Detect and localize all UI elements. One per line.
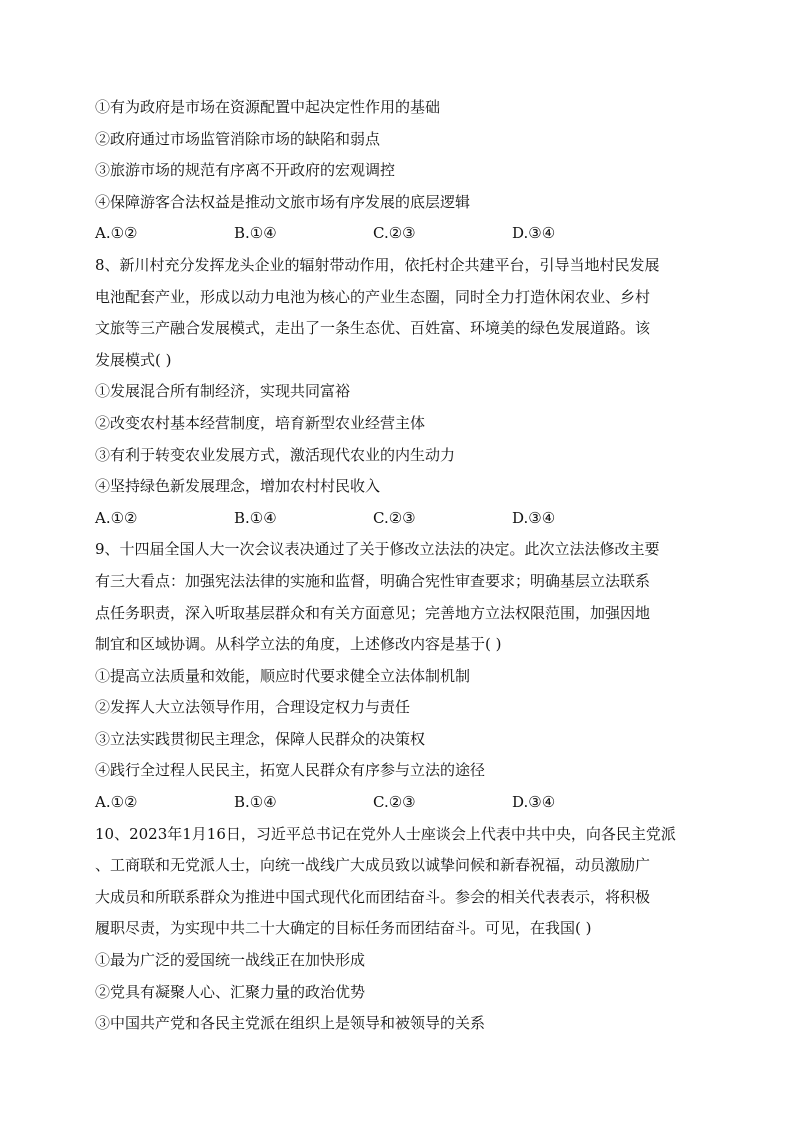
answer-options xyxy=(95,787,707,819)
question-8-stem-line-1: 8、新川村充分发挥龙头企业的辐射带动作用，依托村企共建平台，引导当地村民发展 xyxy=(95,255,660,274)
choice-statement-3: ③立法实践贯彻民主理念，保障人民群众的决策权 xyxy=(95,729,426,748)
question-8-stem-line-4: 发展模式( ) xyxy=(95,350,172,369)
option-c: C.②③ xyxy=(373,793,416,812)
choice-statement-2: ②改变农村基本经营制度，培育新型农业经营主体 xyxy=(95,413,426,432)
question-10 xyxy=(95,819,707,1040)
question-8-stem-line-2: 电池配套产业，形成以动力电池为核心的产业生态圈，同时全力打造休闲农业、乡村 xyxy=(95,287,651,306)
choice-statement-2: ②党具有凝聚人心、汇聚力量的政治优势 xyxy=(95,982,366,1001)
question-7-continued xyxy=(95,92,707,250)
choice-statement-1: ①提高立法质量和效能，顺应时代要求健全立法体制机制 xyxy=(95,666,471,685)
choice-statement-1: ①最为广泛的爱国统一战线正在加快形成 xyxy=(95,951,366,970)
choice-statement-1: ①有为政府是市场在资源配置中起决定性作用的基础 xyxy=(95,98,441,116)
option-a: A.①② xyxy=(95,508,138,527)
choice-statement-4: ④保障游客合法权益是推动文旅市场有序发展的底层逻辑 xyxy=(95,192,471,211)
option-c: C.②③ xyxy=(373,508,416,527)
exam-page xyxy=(95,92,707,1040)
option-d: D.③④ xyxy=(512,224,556,243)
question-10-stem-line-2: 、工商联和无党派人士，向统一战线广大成员致以诚挚问候和新春祝福，动员激励广 xyxy=(95,856,651,875)
answer-options xyxy=(95,218,707,250)
option-d: D.③④ xyxy=(512,508,556,527)
option-c: C.②③ xyxy=(373,224,416,243)
question-9-stem-line-1: 9、十四届全国人大一次会议表决通过了关于修改立法法的决定。此次立法法修改主要 xyxy=(95,540,660,559)
option-a: A.①② xyxy=(95,224,138,243)
choice-statement-4: ④践行全过程人民民主，拓宽人民群众有序参与立法的途径 xyxy=(95,761,486,780)
answer-options xyxy=(95,503,707,535)
option-d: D.③④ xyxy=(512,793,556,812)
question-10-stem-line-3: 大成员和所联系群众为推进中国式现代化而团结奋斗。参会的相关代表表示，将积极 xyxy=(95,887,651,906)
question-9 xyxy=(95,534,707,818)
choice-statement-3: ③中国共产党和各民主党派在组织上是领导和被领导的关系 xyxy=(95,1014,486,1033)
choice-statement-2: ②发挥人大立法领导作用，合理设定权力与责任 xyxy=(95,698,411,717)
choice-statement-1: ①发展混合所有制经济，实现共同富裕 xyxy=(95,382,351,401)
option-b: B.①④ xyxy=(234,224,277,243)
question-9-stem-line-2: 有三大看点：加强宪法法律的实施和监督，明确合宪性审查要求；明确基层立法联系 xyxy=(95,571,651,590)
option-b: B.①④ xyxy=(234,793,277,812)
question-9-stem-line-4: 制宜和区域协调。从科学立法的角度，上述修改内容是基于( ) xyxy=(95,635,502,654)
option-a: A.①② xyxy=(95,793,138,812)
question-10-stem-line-4: 履职尽责，为实现中共二十大确定的目标任务而团结奋斗。可见，在我国( ) xyxy=(95,919,592,938)
choice-statement-3: ③旅游市场的规范有序离不开政府的宏观调控 xyxy=(95,161,396,180)
option-b: B.①④ xyxy=(234,508,277,527)
choice-statement-3: ③有利于转变农业发展方式，激活现代农业的内生动力 xyxy=(95,445,456,464)
choice-statement-2: ②政府通过市场监管消除市场的缺陷和弱点 xyxy=(95,129,381,148)
question-8 xyxy=(95,250,707,534)
question-8-stem-line-3: 文旅等三产融合发展模式，走出了一条生态优、百姓富、环境美的绿色发展道路。该 xyxy=(95,319,651,338)
choice-statement-4: ④坚持绿色新发展理念，增加农村村民收入 xyxy=(95,477,381,496)
question-10-stem-line-1: 10、2023年1月16日，习近平总书记在党外人士座谈会上代表中共中央，向各民主党派 xyxy=(95,824,676,843)
question-9-stem-line-3: 点任务职责，深入听取基层群众和有关方面意见；完善地方立法权限范围，加强因地 xyxy=(95,603,651,622)
